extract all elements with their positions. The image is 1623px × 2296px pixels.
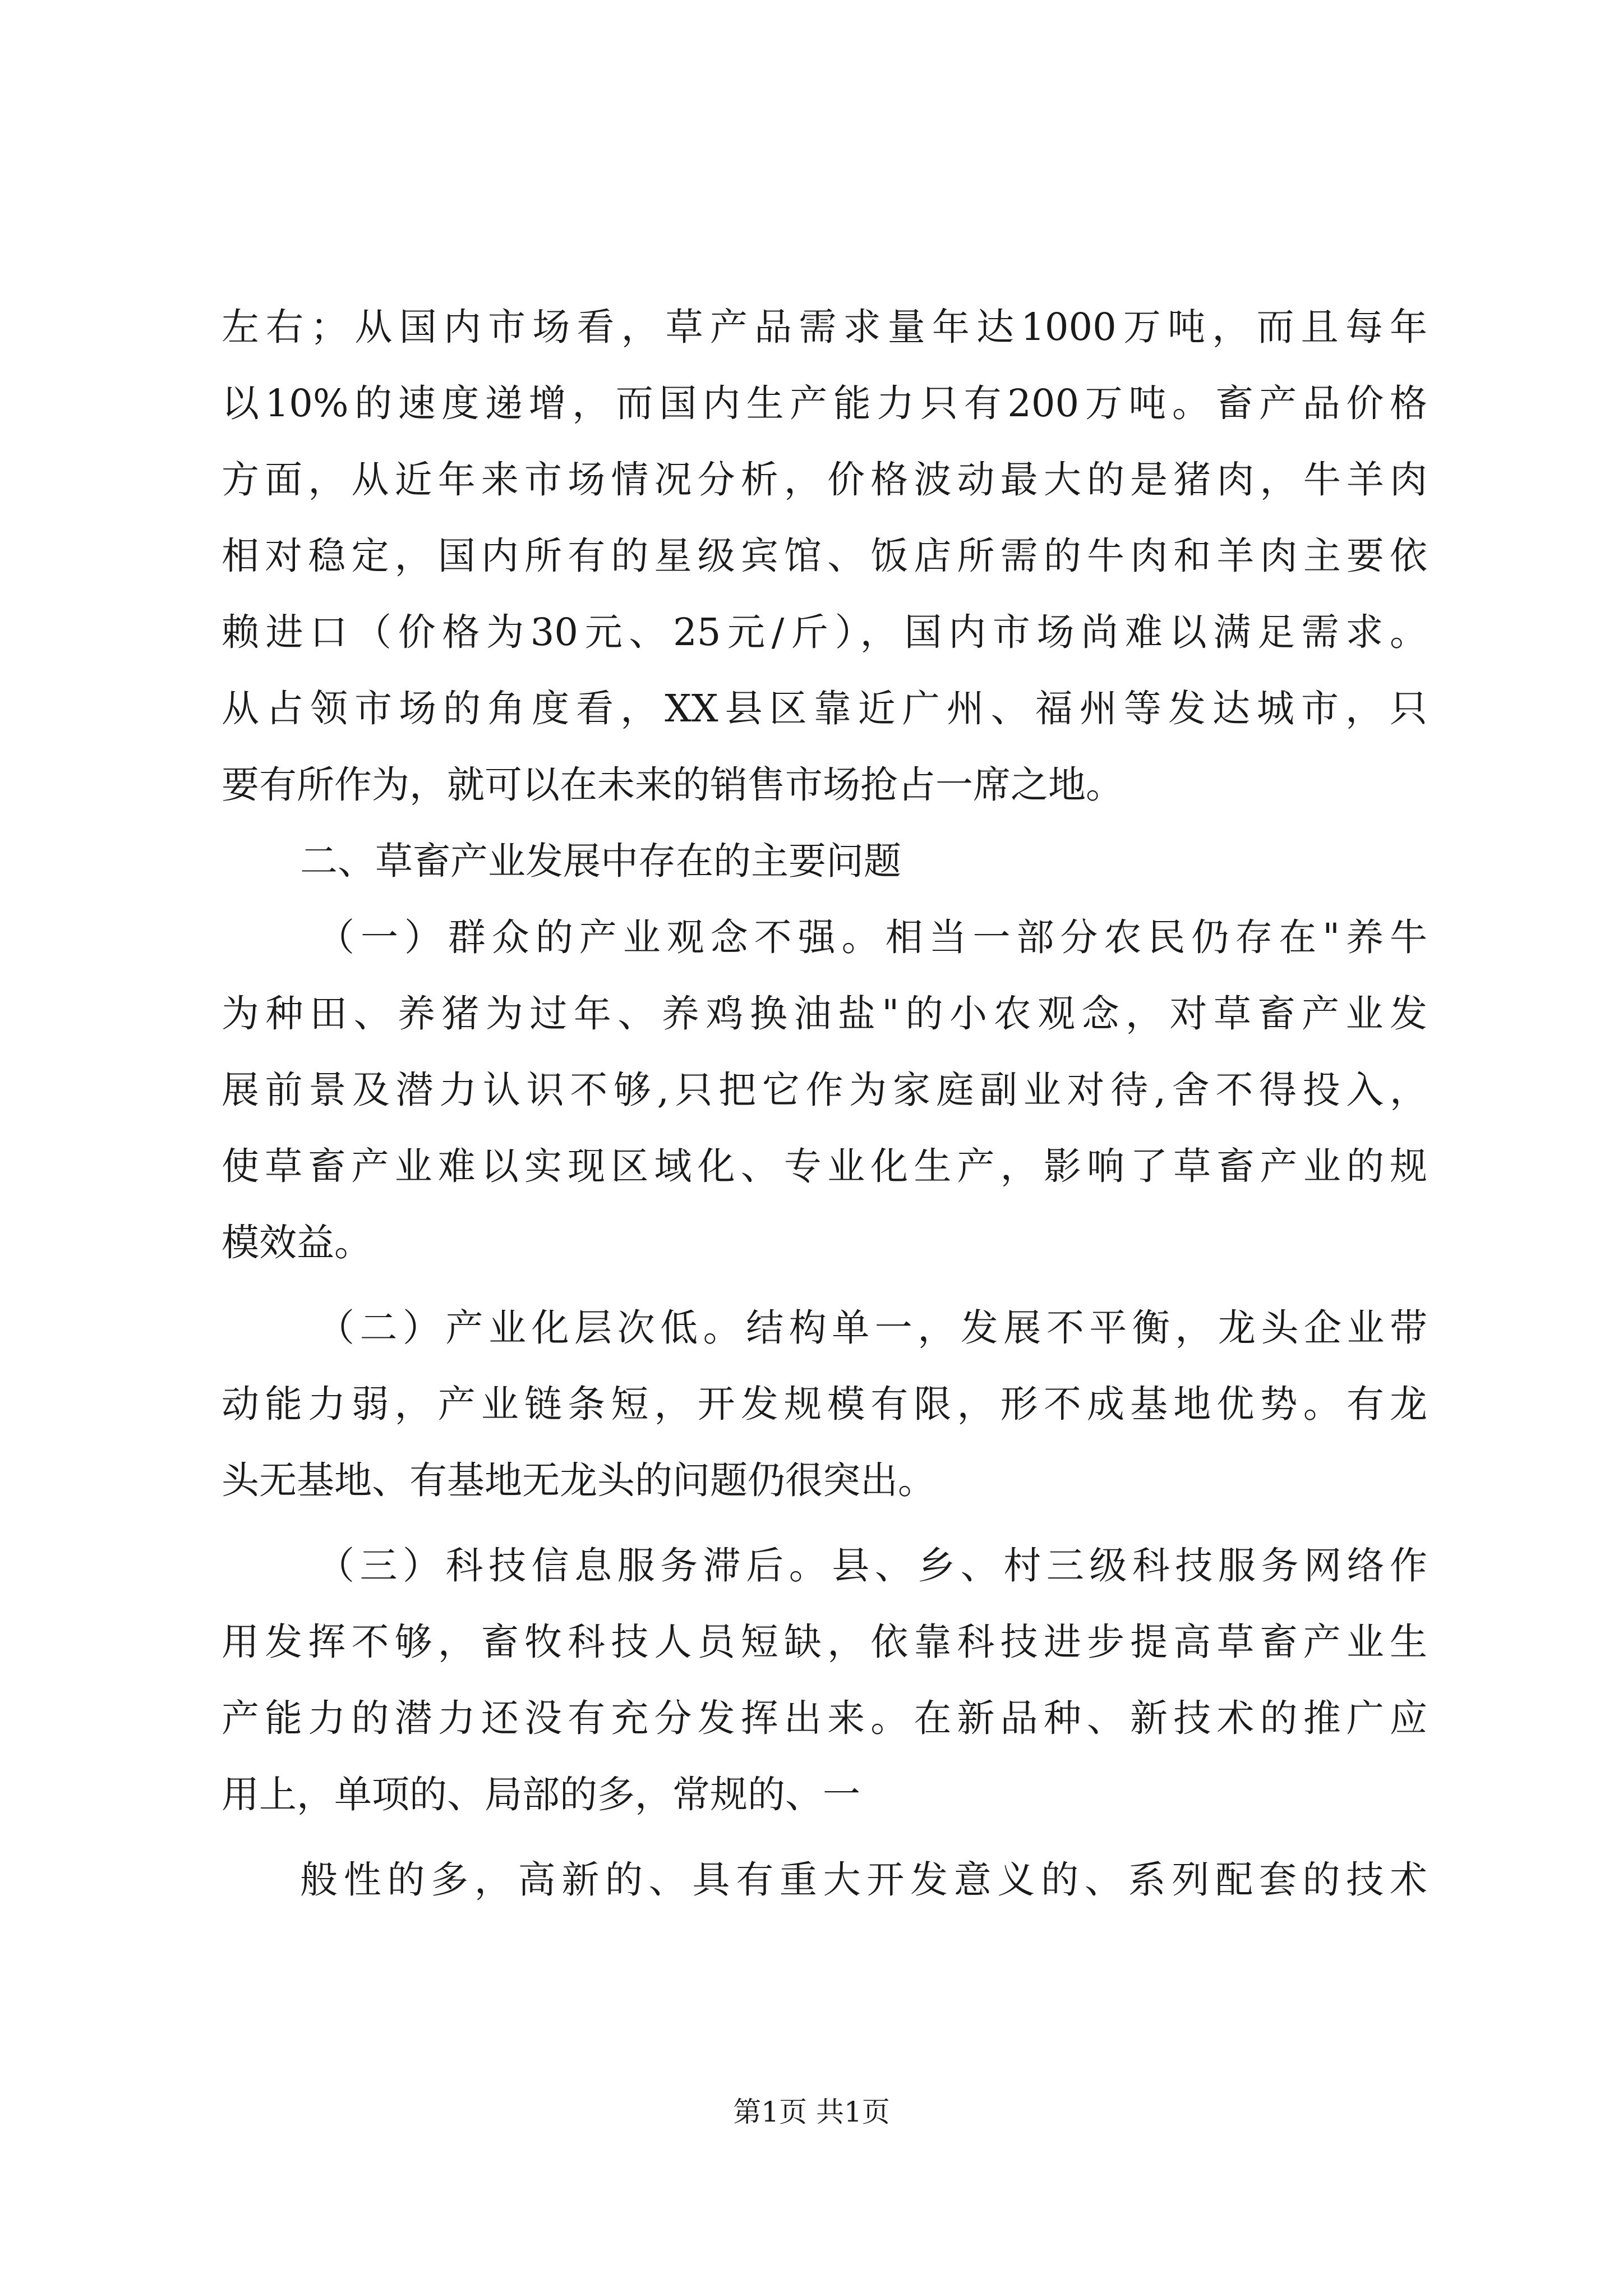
text-line: 般性的多，高新的、具有重大开发意义的、系列配套的技术 — [300, 1858, 1427, 1902]
text-line: 方面，从近年来市场情况分析，价格波动最大的是猪肉，牛羊肉 — [222, 458, 1427, 501]
text-line: 动能力弱，产业链条短，开发规模有限，形不成基地优势。有龙 — [222, 1382, 1427, 1426]
text-line: 为种田、养猪为过年、养鸡换油盐"的小农观念，对草畜产业发 — [222, 992, 1427, 1036]
document-body — [222, 289, 1427, 1918]
paragraph-gap — [222, 1281, 1427, 1290]
text-line: 用上，单项的、局部的多，常规的、一 — [222, 1773, 860, 1816]
text-line: 头无基地、有基地无龙头的问题仍很突出。 — [222, 1458, 935, 1502]
text-line: 以10%的速度递增，而国内生产能力只有200万吨。畜产品价格 — [222, 381, 1427, 425]
text-line: 模效益。 — [222, 1221, 372, 1264]
text-line: 左右；从国内市场看，草产品需求量年达1000万吨，而且每年 — [222, 305, 1427, 349]
page-number-footer: 第1页 共1页 — [733, 2096, 890, 2128]
section-heading: 二、草畜产业发展中存在的主要问题 — [300, 839, 901, 883]
text-line: 赖进口（价格为30元、25元/斤），国内市场尚难以满足需求。 — [222, 610, 1427, 654]
text-line: 展前景及潜力认识不够,只把它作为家庭副业对待,舍不得投入， — [222, 1068, 1427, 1112]
paragraph-gap — [222, 1519, 1427, 1527]
text-line: （三）科技信息服务滞后。县、乡、村三级科技服务网络作 — [317, 1544, 1427, 1588]
text-line: 产能力的潜力还没有充分发挥出来。在新品种、新技术的推广应 — [222, 1696, 1427, 1740]
text-line: 从占领市场的角度看，XX县区靠近广州、福州等发达城市，只 — [222, 687, 1427, 730]
text-line: （二）产业化层次低。结构单一，发展不平衡，龙头企业带 — [317, 1306, 1427, 1350]
text-line: 用发挥不够，畜牧科技人员短缺，依靠科技进步提高草畜产业生 — [222, 1620, 1427, 1664]
text-line: 要有所作为，就可以在未来的销售市场抢占一席之地。 — [222, 763, 1123, 807]
text-line: 相对稳定，国内所有的星级宾馆、饭店所需的牛肉和羊肉主要依 — [222, 534, 1427, 578]
text-line: （一）群众的产业观念不强。相当一部分农民仍存在"养牛 — [317, 915, 1427, 959]
paragraph-gap — [222, 1833, 1427, 1842]
text-line: 使草畜产业难以实现区域化、专业化生产，影响了草畜产业的规 — [222, 1144, 1427, 1188]
